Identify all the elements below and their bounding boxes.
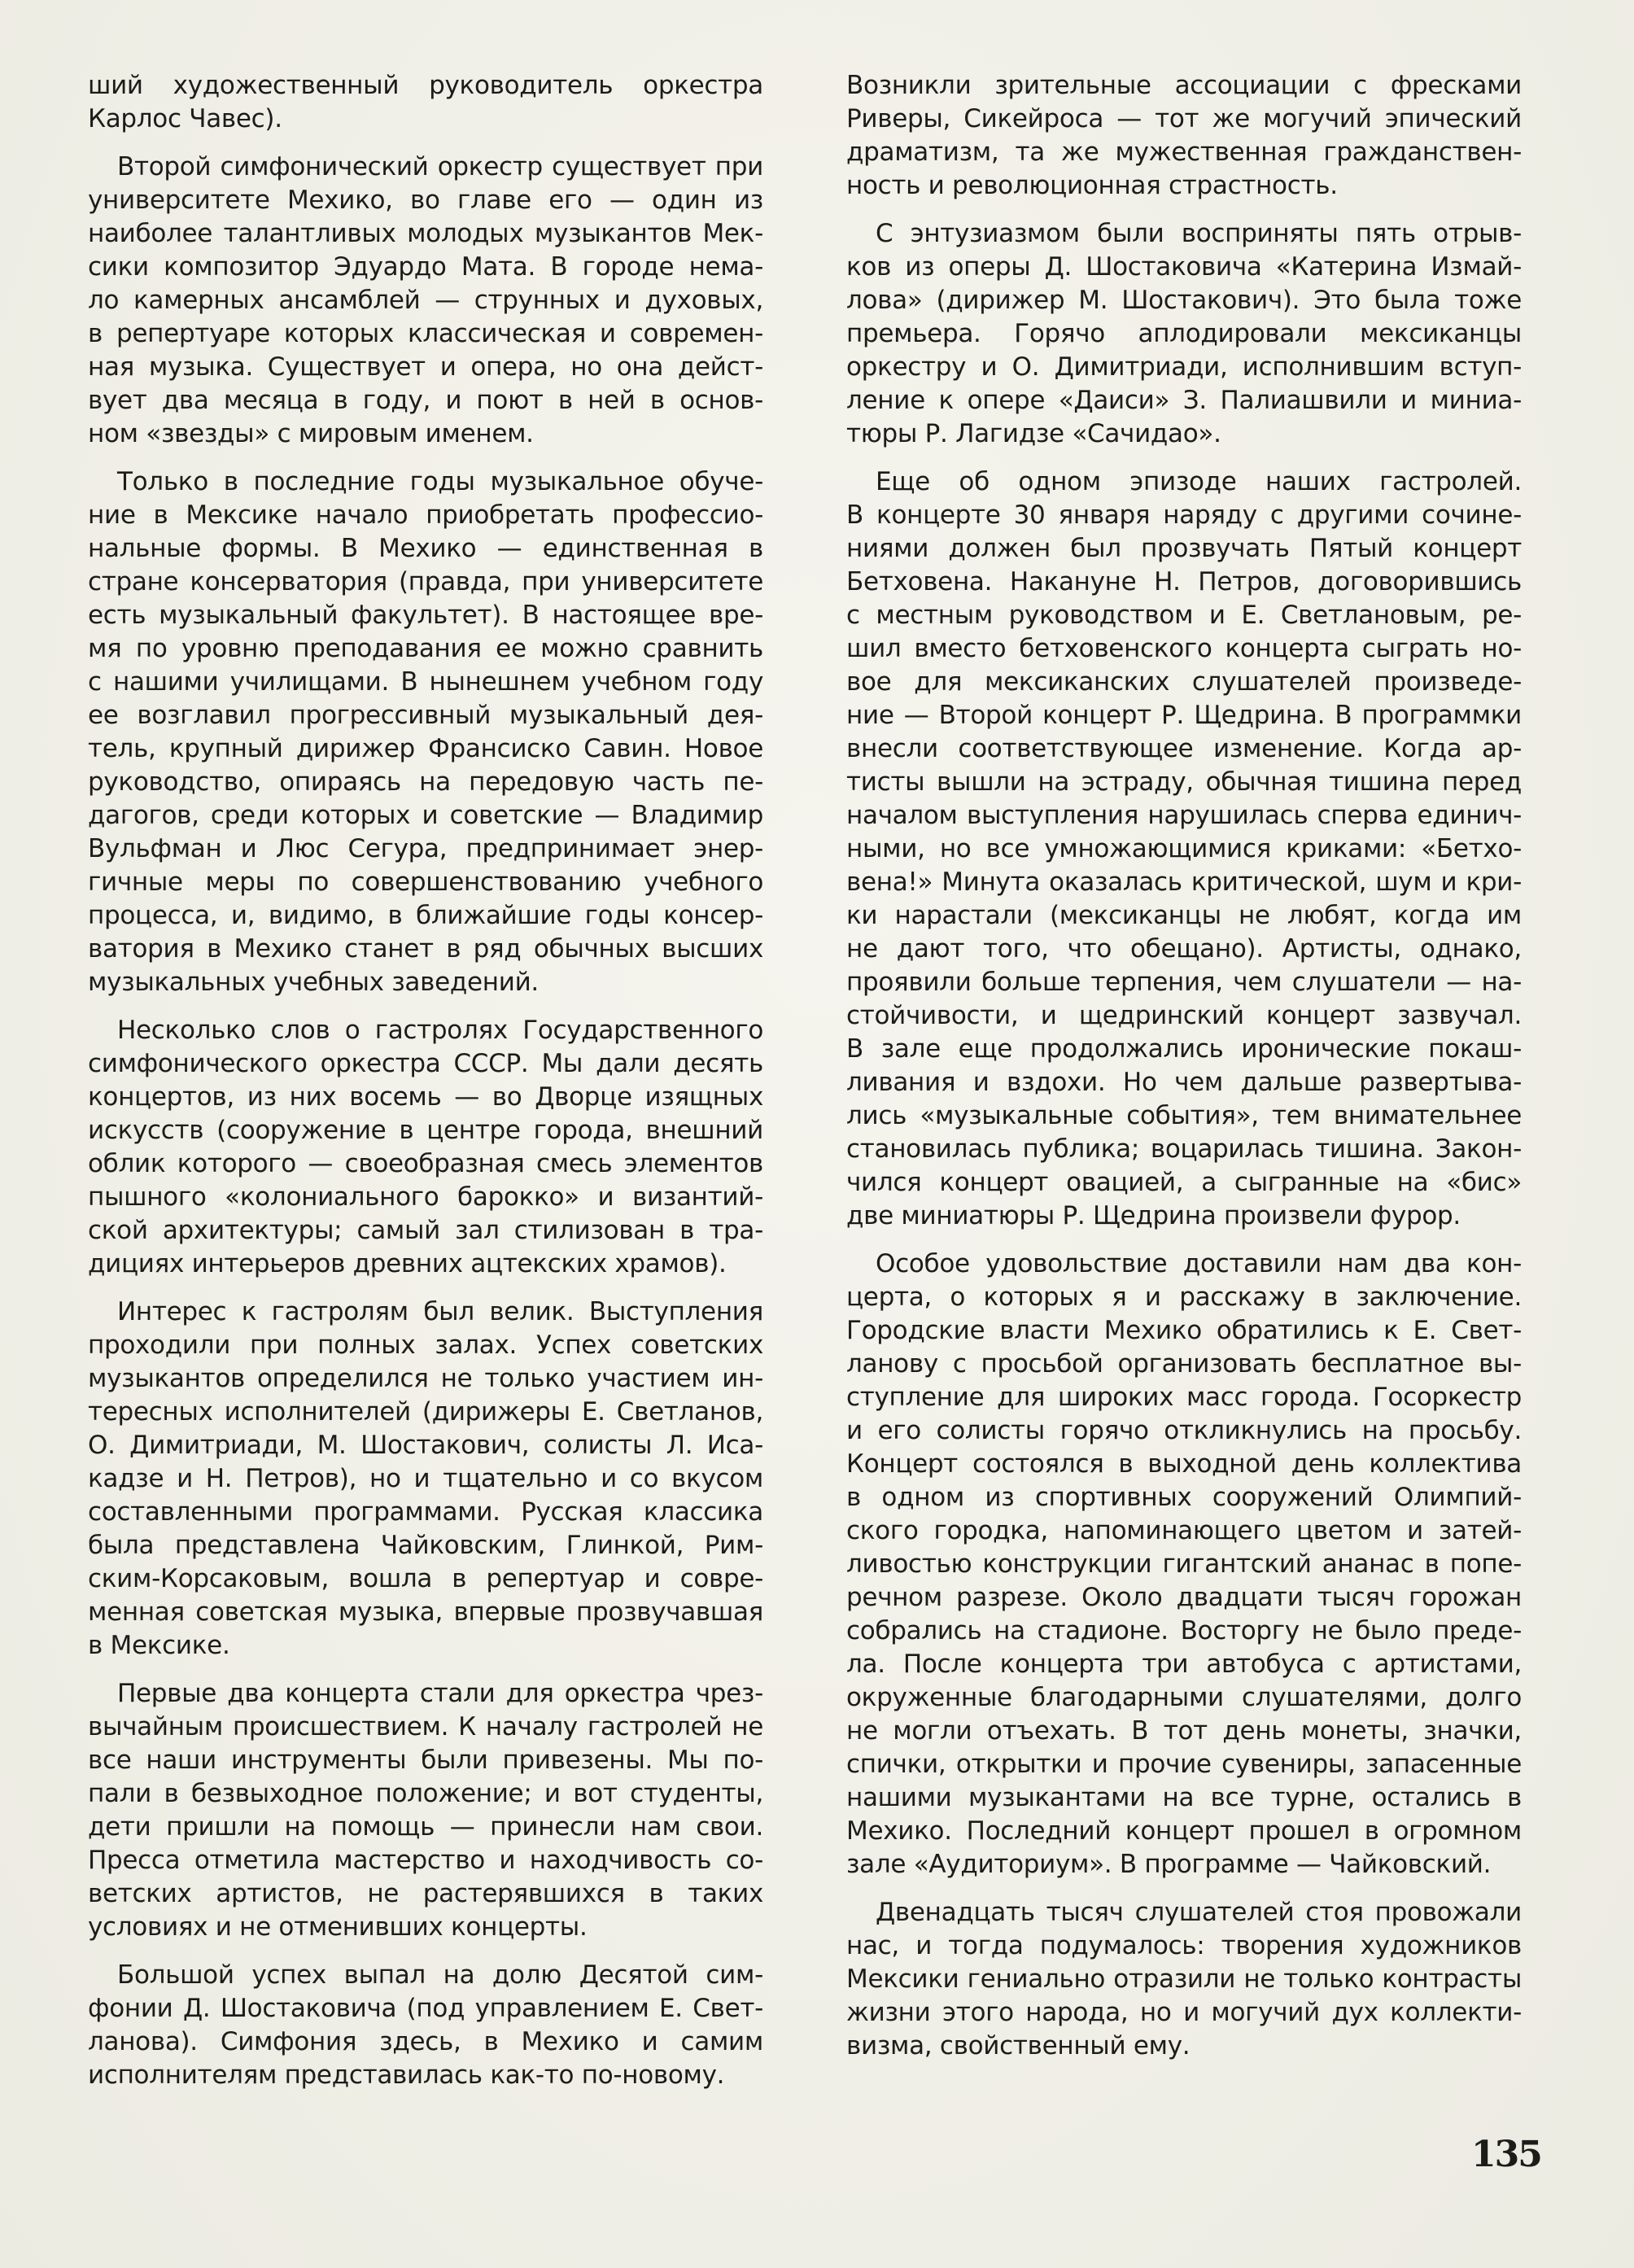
text-line: пали в безвыходное положение; и вот студенты, <box>88 1779 763 1808</box>
text-line: мя по уровню преподавания ее можно сравнить <box>88 634 763 663</box>
text-line: Второй симфонический оркестр существует при <box>117 152 763 181</box>
paragraph <box>846 69 1522 203</box>
text-line: вует два месяца в году, и поют в ней в основ- <box>88 386 763 415</box>
text-line: Интерес к гастролям был велик. Выступления <box>117 1297 763 1326</box>
text-line: ность и революционная страстность. <box>846 171 1338 200</box>
text-line: собрались на стадионе. Восторгу не было преде- <box>846 1616 1522 1645</box>
page-number: 135 <box>1471 2134 1541 2175</box>
paragraph <box>88 151 763 451</box>
text-line: музыкальных учебных заведений. <box>88 968 539 997</box>
text-line: вена!» Минута оказалась критической, шум и кри- <box>846 867 1522 897</box>
paragraph <box>846 465 1522 1233</box>
text-line: Вульфман и Люс Сегура, предпринимает энер- <box>88 834 763 863</box>
text-line: наиболее талантливых молодых музыкантов Мек- <box>88 219 763 248</box>
text-line: была представлена Чайковским, Глинкой, Рим- <box>88 1531 763 1560</box>
right-column <box>846 69 1522 2078</box>
text-line: Карлос Чавес). <box>88 104 282 133</box>
text-line: премьера. Горячо аплодировали мексиканцы <box>846 319 1522 348</box>
text-line: проходили при полных залах. Успех советских <box>88 1331 763 1360</box>
text-line: становилась публика; воцарилась тишина. Закон- <box>846 1134 1522 1164</box>
text-line: условиях и не отменивших концерты. <box>88 1912 588 1942</box>
text-line: ние — Второй концерт Р. Щедрина. В программки <box>846 701 1522 730</box>
text-line: визма, свойственный ему. <box>846 2031 1191 2060</box>
text-line: исполнителям представилась как-то по-новому. <box>88 2060 725 2090</box>
text-line: нашими музыкантами на все турне, остались в <box>846 1783 1522 1812</box>
text-line: Еще об одном эпизоде наших гастролей. <box>876 467 1522 496</box>
text-line: дагогов, среди которых и советские — Владимир <box>88 801 763 830</box>
text-line: ее возглавил прогрессивный музыкальный дея- <box>88 701 763 730</box>
text-line: ватория в Мехико станет в ряд обычных высших <box>88 934 763 964</box>
text-line: Несколько слов о гастролях Государственного <box>117 1016 763 1045</box>
text-line: Большой успех выпал на долю Десятой сим- <box>117 1960 763 1990</box>
text-line: облик которого — своеобразная смесь элементов <box>88 1149 763 1178</box>
text-line: ливания и вздохи. Но чем дальше развертыва- <box>846 1068 1522 1097</box>
text-line: в репертуаре которых классическая и современ- <box>88 319 763 348</box>
paragraph <box>846 1896 1522 2063</box>
text-line: Бетховена. Накануне Н. Петров, договорившись <box>846 567 1522 596</box>
text-line: ными, но все умножающимися криками: «Бетхо- <box>846 834 1522 863</box>
text-line: сики композитор Эдуардо Мата. В городе нема- <box>88 252 763 282</box>
text-line: речном разрезе. Около двадцати тысяч горожан <box>846 1583 1522 1612</box>
text-line: ниями должен был прозвучать Пятый концерт <box>846 534 1522 563</box>
text-line: внесли соответствующее изменение. Когда ар- <box>846 734 1522 763</box>
text-line: Только в последние годы музыкальное обуче- <box>117 467 763 496</box>
text-line: тересных исполнителей (дирижеры Е. Светланов, <box>88 1397 763 1427</box>
text-line: вычайным происшествием. К началу гастролей не <box>88 1712 763 1741</box>
text-line: Риверы, Сикейроса — тот же могучий эпический <box>846 104 1522 133</box>
paragraph <box>88 1014 763 1281</box>
text-line: тель, крупный дирижер Франсиско Савин. Новое <box>88 734 763 763</box>
text-line: церта, о которых я и расскажу в заключение. <box>846 1283 1522 1312</box>
text-line: с нашими училищами. В нынешнем учебном году <box>88 667 763 697</box>
text-line: ского городка, напоминающего цветом и затей- <box>846 1516 1522 1545</box>
text-line: фонии Д. Шостаковича (под управлением Е. Свет- <box>88 1994 763 2023</box>
text-line: ление к опере «Даиси» З. Палиашвили и миниа- <box>846 386 1522 415</box>
text-line: ло камерных ансамблей — струнных и духовых, <box>88 286 763 315</box>
text-line: Двенадцать тысяч слушателей стоя провожали <box>876 1898 1522 1927</box>
text-line: гичные меры по совершенствованию учебного <box>88 867 763 897</box>
paragraph <box>88 1959 763 2092</box>
text-line: менная советская музыка, впервые прозвучавшая <box>88 1597 763 1627</box>
text-line: ном «звезды» с мировым именем. <box>88 419 534 448</box>
text-line: есть музыкальный факультет). В настоящее вре- <box>88 601 763 630</box>
text-line: зале «Аудиториум». В программе — Чайковский. <box>846 1850 1492 1879</box>
text-line: в Мексике. <box>88 1631 230 1660</box>
text-line: пышного «колониального барокко» и византий- <box>88 1182 763 1212</box>
text-line: ливостью конструкции гигантский ананас в попе- <box>846 1549 1522 1579</box>
text-line: университете Мехико, во главе его — один из <box>88 186 763 215</box>
text-line: ским-Корсаковым, вошла в репертуар и совре- <box>88 1564 763 1593</box>
text-line: нас, и тогда подумалось: творения художников <box>846 1931 1522 1960</box>
text-line: Особое удовольствие доставили нам два кон- <box>876 1249 1522 1278</box>
text-line: В зале еще продолжались иронические покаш- <box>846 1034 1522 1064</box>
text-line: ской архитектуры; самый зал стилизован в тра- <box>88 1216 763 1245</box>
paragraph <box>846 1248 1522 1881</box>
text-line: все наши инструменты были привезены. Мы по- <box>88 1746 763 1775</box>
text-line: ла. После концерта три автобуса с артистами, <box>846 1650 1522 1679</box>
text-line: шил вместо бетховенского концерта сыграть но- <box>846 634 1522 663</box>
text-line: дети пришли на помощь — принесли нам свои. <box>88 1812 763 1842</box>
text-line: ступление для широких масс города. Госоркестр <box>846 1383 1522 1412</box>
text-line: Мексики гениально отразили не только контрасты <box>846 1964 1522 1994</box>
text-line: ков из оперы Д. Шостаковича «Катерина Измай- <box>846 252 1522 282</box>
text-line: началом выступления нарушилась сперва единич- <box>846 801 1522 830</box>
paragraph <box>88 465 763 999</box>
text-line: стране консерватория (правда, при университете <box>88 567 763 596</box>
text-line: Концерт состоялся в выходной день коллектива <box>846 1449 1522 1479</box>
text-line: драматизм, та же мужественная гражданствен- <box>846 138 1522 167</box>
text-line: ние в Мексике начало приобретать профессио- <box>88 500 763 530</box>
text-line: руководство, опираясь на передовую часть пе- <box>88 767 763 797</box>
text-line: С энтузиазмом были восприняты пять отрыв- <box>876 219 1522 248</box>
text-line: ки нарастали (мексиканцы не любят, когда им <box>846 901 1522 930</box>
text-line: дициях интерьеров древних ацтекских храмов). <box>88 1249 727 1278</box>
text-line: с местным руководством и Е. Светлановым, ре- <box>846 601 1522 630</box>
text-line: ланову с просьбой организовать бесплатное вы- <box>846 1349 1522 1379</box>
text-line: концертов, из них восемь — во Дворце изящных <box>88 1082 763 1112</box>
text-line: чился концерт овацией, а сыгранные на «бис» <box>846 1168 1522 1197</box>
text-line: тисты вышли на эстраду, обычная тишина перед <box>846 767 1522 797</box>
text-line: музыкантов определился не только участием ин- <box>88 1364 763 1393</box>
text-line: оркестру и О. Димитриади, исполнившим вступ- <box>846 352 1522 382</box>
text-line: стойчивости, и щедринский концерт зазвучал. <box>846 1001 1522 1030</box>
text-line: ная музыка. Существует и опера, но она дейст- <box>88 352 763 382</box>
paragraph <box>846 217 1522 451</box>
text-line: лись «музыкальные события», тем внимательнее <box>846 1101 1522 1130</box>
text-line: нальные формы. В Мехико — единственная в <box>88 534 763 563</box>
text-line: Первые два концерта стали для оркестра чрез- <box>117 1679 763 1708</box>
text-line: лова» (дирижер М. Шостакович). Это была тоже <box>846 286 1522 315</box>
text-line: вое для мексиканских слушателей произведе- <box>846 667 1522 697</box>
text-line: не дают того, что обещано). Артисты, однако, <box>846 934 1522 964</box>
text-line: тюры Р. Лагидзе «Сачидао». <box>846 419 1221 448</box>
paragraph <box>88 1677 763 1944</box>
text-line: спички, открытки и прочие сувениры, запасенные <box>846 1750 1522 1779</box>
text-line: две миниатюры Р. Щедрина произвели фурор. <box>846 1201 1461 1230</box>
text-line: ветских артистов, не растерявшихся в таких <box>88 1879 763 1908</box>
text-line: Пресса отметила мастерство и находчивость со- <box>88 1846 763 1875</box>
text-line: Возникли зрительные ассоциации с фресками <box>846 71 1522 100</box>
text-line: проявили больше терпения, чем слушатели — на- <box>846 968 1522 997</box>
text-line: процесса, и, видимо, в ближайшие годы консер- <box>88 901 763 930</box>
paragraph <box>88 69 763 136</box>
paragraph <box>88 1296 763 1663</box>
text-line: окруженные благодарными слушателями, долго <box>846 1683 1522 1712</box>
text-line: искусств (сооружение в центре города, внешний <box>88 1116 763 1145</box>
text-line: кадзе и Н. Петров), но и тщательно и со вкусом <box>88 1464 763 1493</box>
text-line: Городские власти Мехико обратились к Е. Свет- <box>846 1316 1522 1345</box>
text-line: не могли отъехать. В тот день монеты, значки, <box>846 1716 1522 1746</box>
text-line: жизни этого народа, но и могучий дух коллекти- <box>846 1998 1522 2027</box>
left-column <box>88 69 763 2107</box>
text-line: симфонического оркестра СССР. Мы дали десять <box>88 1049 763 1078</box>
text-line: составленными программами. Русская классика <box>88 1497 763 1527</box>
text-line: В концерте 30 января наряду с другими сочине- <box>846 500 1522 530</box>
text-line: ланова). Симфония здесь, в Мехико и самим <box>88 2027 763 2056</box>
text-line: и его солисты горячо откликнулись на просьбу. <box>846 1416 1522 1445</box>
text-line: Мехико. Последний концерт прошел в огромном <box>846 1816 1522 1846</box>
text-line: ший художественный руководитель оркестра <box>88 71 763 100</box>
text-line: О. Димитриади, М. Шостакович, солисты Л. Иса- <box>88 1431 763 1460</box>
text-line: в одном из спортивных сооружений Олимпий- <box>846 1483 1522 1512</box>
